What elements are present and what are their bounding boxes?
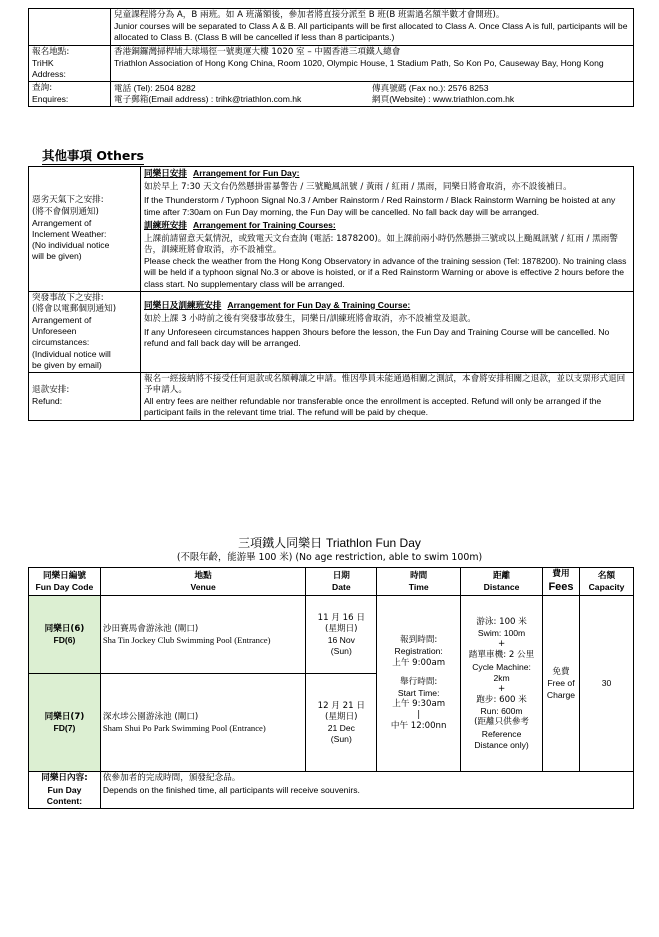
weather-label-line: 惡劣天氣下之安排:: [32, 195, 104, 206]
refund-label-en: Refund:: [32, 396, 63, 407]
funday-date-cell: [306, 596, 377, 674]
weather-label-line: (將不會個別通知): [32, 206, 99, 217]
funday-arrangement-heading: [144, 168, 630, 180]
start-time: 上午 9:30am: [392, 699, 446, 710]
funday-header-row: [29, 568, 634, 596]
funday-date-cell: [306, 674, 377, 772]
distance-line: (距離只供參考: [474, 717, 530, 728]
address-row: [29, 45, 634, 82]
content-en: Depends on the finished time, all participants will receive souvenirs.: [102, 784, 360, 795]
unforeseen-label-line: (Individual notice will: [32, 348, 111, 359]
table-row: [29, 596, 634, 674]
unforeseen-label-line: Unforeseen: [32, 326, 77, 337]
enquiries-label-zh: 查詢:: [32, 83, 53, 94]
others-heading: 其他事項 Others: [42, 148, 144, 163]
funday-title: [0, 536, 659, 552]
funday-arrangement-title-en: Arrangement for Fun Day:: [192, 168, 300, 178]
address-label-cell: [29, 45, 111, 82]
unforeseen-title-zh: 同樂日及訓練班安排: [144, 300, 222, 311]
address-label-en1: TriHK: [32, 57, 54, 68]
capacity-value: 30: [601, 678, 612, 689]
website-link[interactable]: 網頁(Website) : www.triathlon.com.hk: [372, 94, 515, 105]
funday-code-en: FD(7): [53, 722, 76, 733]
training-arrangement-title-en: Arrangement for Training Courses:: [192, 219, 336, 230]
distance-line: 跑步: 600 米: [476, 695, 527, 706]
funday-venue-en: Sha Tin Jockey Club Swimming Pool (Entrance): [102, 634, 271, 645]
address-zh: 香港銅鑼灣掃桿埔大球場徑一號奧運大樓 1020 室 – 中國香港三項鐵人總會: [114, 46, 401, 57]
funday-weather-zh: 如於早上 7:30 天文台仍然懸掛雷暴警告 / 三號颱風訊號 / 黃雨 / 紅雨 / 黑雨，同樂日將會取消，亦不設後補日。: [144, 182, 572, 193]
reg-time: 上午 9:00am: [392, 657, 446, 668]
unforeseen-en: If any Unforeseen circumstances happen 3hours before the lesson, the Fun Day and Training Course will be cancelled. No refund and fall back day will be arranged.: [144, 327, 610, 349]
junior-text-zh: 兒童課程將分為 A，B 兩班。如 A 班滿額後，參加者將直接分派至 B 班(B 班需過名額半數才會開班)。: [114, 10, 505, 20]
header-fees-en: Fees: [548, 581, 574, 594]
content-label-en1: Fun Day: [47, 784, 82, 795]
fees-zh: 免費: [552, 667, 570, 678]
address-en: Triathlon Association of Hong Kong China, Room 1020, Olympic House, 1 Stadium Path, So Kon Po, Causeway Bay, Hong Kong: [114, 57, 604, 68]
fees-en1: Free of: [547, 678, 575, 689]
weather-label-line: Arrangement of: [32, 217, 92, 228]
end-time: 中午 12:00nn: [390, 721, 447, 732]
address-label-zh: 報名地點:: [32, 46, 70, 57]
weather-label-line: will be given): [32, 251, 82, 262]
funday-code-en: FD(6): [53, 634, 76, 645]
content-zh: 依參加者的完成時間，頒發紀念品。: [102, 773, 241, 784]
header-date-en: Date: [331, 581, 351, 592]
header-venue-zh: 地點: [194, 570, 212, 581]
weather-row: [29, 167, 634, 292]
refund-label-cell: [29, 372, 141, 420]
unforeseen-title-en: Arrangement for Fun Day & Training Course:: [227, 299, 411, 310]
funday-weather-en: If the Thunderstorm / Typhoon Signal No.3 / Amber Rainstorm / Red Rainstorm / Black Rainstorm Warning be hoisted at any time after 7:30am on Fun Day morning, the Fun Day will be cancelled. No fall back day will be arranged.: [144, 195, 616, 217]
start-label-zh: 舉行時間:: [400, 676, 438, 687]
header-code: [29, 568, 101, 596]
weather-text-cell: [141, 167, 634, 292]
unforeseen-label-line: Arrangement of: [32, 315, 92, 326]
funday-date-en: 16 Nov: [327, 634, 355, 645]
header-code-en: Fun Day Code: [35, 581, 94, 592]
enquiries-label-en: Enquires:: [32, 94, 69, 105]
header-distance-zh: 距離: [492, 570, 511, 581]
funday-weekday-en: (Sun): [330, 646, 352, 657]
funday-date-zh: 11 月 16 日: [317, 612, 365, 623]
header-distance: [461, 568, 543, 596]
funday-date-zh: 12 月 21 日: [317, 700, 365, 711]
reg-label-en: Registration:: [394, 646, 443, 657]
funday-date-en: 21 Dec: [327, 722, 355, 733]
funday-time-cell: [377, 596, 461, 772]
unforeseen-label-line: circumstances:: [32, 337, 90, 348]
distance-line: Run: 600m: [480, 706, 523, 717]
funday-weekday-en: (Sun): [330, 734, 352, 745]
fees-en2: Charge: [546, 689, 576, 700]
header-time: [377, 568, 461, 596]
funday-subtitle: (不限年齡，能游畢 100 米) (No age restriction, able to swim 100m): [176, 552, 483, 563]
header-venue-en: Venue: [190, 581, 216, 592]
distance-line: +: [497, 683, 506, 694]
distance-line: 游泳: 100 米: [476, 616, 527, 627]
junior-label-cell: [29, 9, 111, 46]
training-arrangement-title-zh: 訓練班安排: [144, 220, 187, 231]
distance-line: Swim: 100m: [477, 628, 526, 639]
funday-title-en: Triathlon Fun Day: [325, 536, 421, 550]
tel-text: 電話 (Tel): 2504 8282: [114, 83, 196, 94]
training-arrangement-heading: [144, 220, 630, 232]
funday-venue-zh: 沙田賽馬會游泳池 (閘口): [102, 623, 199, 634]
funday-capacity-cell: [579, 596, 633, 772]
funday-weekday-zh: (星期日): [325, 623, 358, 634]
funday-content-cell: [100, 772, 633, 809]
unforeseen-text-cell: [141, 291, 634, 372]
junior-text-en: Junior courses will be separated to Class A & B. All participants will be first allocated to Class A. Once Class A is full, participants will be allocated to Class B. (Class B will be cancelled if less than 8 participants.): [114, 21, 628, 43]
funday-title-zh: 三項鐵人同樂日: [238, 536, 323, 550]
header-date: [306, 568, 377, 596]
training-weather-en: Please check the weather from the Hong Kong Observatory in advance of the training session (Tel: 1878200). No training class will be held if a typhoon signal No.3 or above is hoisted, or if a Red Rainstorm Warning or above is effective 2 hours before the class start. No supplementary class will be arranged.: [144, 256, 627, 289]
weather-label-line: Inclement Weather:: [32, 228, 107, 239]
refund-en: All entry fees are neither refundable nor transferable once the enrollment is accepted. Refund will only be arranged if the participant fails in the relevant time trial. The refund will be paid by cheque.: [144, 396, 602, 418]
others-table: [28, 166, 634, 421]
header-distance-en: Distance: [483, 581, 520, 592]
header-fees-zh: 費用: [552, 569, 570, 579]
header-capacity-en: Capacity: [588, 581, 625, 592]
unforeseen-zh: 如於上課 3 小時前之後有突發事故發生，同樂日/訓練班將會取消，亦不設補堂及退款。: [144, 313, 476, 324]
training-weather-zh: 上課前請留意天氣情況，或致電天文台查詢 (電話: 1878200)。如上課前兩小時仍然懸掛三號或以上颱風訊號 / 紅雨 / 黑雨警告，訓練班將會取消，亦不設補堂。: [144, 233, 618, 256]
distance-line: Cycle Machine:: [472, 661, 531, 672]
funday-venue-cell: [100, 596, 305, 674]
fax-text: 傳真號碼 (Fax no.): 2576 8253: [372, 83, 489, 94]
distance-line: 踏單車機: 2 公里: [468, 650, 535, 661]
unforeseen-heading: [144, 300, 630, 312]
junior-row: [29, 9, 634, 46]
refund-label-zh: 退款安排:: [32, 385, 70, 396]
unforeseen-label-cell: [29, 291, 141, 372]
junior-text-cell: [111, 9, 634, 46]
unforeseen-label-line: 突發事故下之安排:: [32, 292, 104, 303]
refund-text-cell: [141, 372, 634, 420]
weather-label-cell: [29, 167, 141, 292]
funday-code-cell: [29, 596, 101, 674]
weather-label-line: (No individual notice: [32, 240, 110, 251]
funday-venue-zh: 深水埗公園游泳池 (閘口): [102, 711, 199, 722]
funday-content-label-cell: [29, 772, 101, 809]
funday-code-zh: 同樂日(6): [44, 623, 85, 634]
funday-code-zh: 同樂日(7): [44, 711, 85, 722]
email-link[interactable]: 電子郵箱(Email address) : trihk@triathlon.com.hk: [114, 94, 302, 105]
funday-arrangement-title-zh: 同樂日安排: [144, 169, 187, 179]
distance-line: Reference: [481, 728, 522, 739]
content-label-en2: Content:: [46, 795, 83, 806]
header-time-zh: 時間: [410, 570, 428, 581]
header-capacity: [579, 568, 633, 596]
distance-line: +: [497, 639, 506, 650]
funday-weekday-zh: (星期日): [325, 711, 358, 722]
content-label-zh: 同樂日內容:: [41, 773, 88, 784]
unforeseen-label-line: (將會以電郵個別通知): [32, 303, 117, 314]
info-table: [28, 8, 634, 107]
unforeseen-label-line: be given by email): [32, 359, 102, 370]
time-separator: |: [417, 710, 421, 721]
reg-label-zh: 報到時間:: [400, 635, 438, 646]
header-time-en: Time: [408, 581, 429, 592]
start-label-en: Start Time:: [397, 687, 440, 698]
address-label-en2: Address:: [32, 68, 66, 79]
distance-line: 2km: [493, 672, 510, 683]
funday-table: [28, 567, 634, 809]
enquiries-text-cell: [111, 82, 634, 107]
header-venue: [100, 568, 305, 596]
enquiries-row: [29, 82, 634, 107]
funday-venue-cell: [100, 674, 305, 772]
refund-row: [29, 372, 634, 420]
header-capacity-zh: 名額: [597, 570, 616, 581]
unforeseen-row: [29, 291, 634, 372]
enquiries-label-cell: [29, 82, 111, 107]
refund-zh: 報名一經接納將不接受任何退款或名額轉讓之申請。惟因學員未能通過相關之測試，本會將安排相關之退款，並以支票形式退回予申請人。: [144, 373, 626, 396]
header-fees: [543, 568, 580, 596]
address-text-cell: [111, 45, 634, 82]
distance-line: Distance only): [474, 739, 529, 750]
funday-code-cell: [29, 674, 101, 772]
funday-distance-cell: [461, 596, 543, 772]
funday-venue-en: Sham Shui Po Park Swimming Pool (Entrance): [102, 722, 266, 733]
funday-content-row: [29, 772, 634, 809]
funday-fees-cell: [543, 596, 580, 772]
header-code-zh: 同樂日編號: [42, 570, 86, 581]
header-date-zh: 日期: [332, 570, 350, 581]
